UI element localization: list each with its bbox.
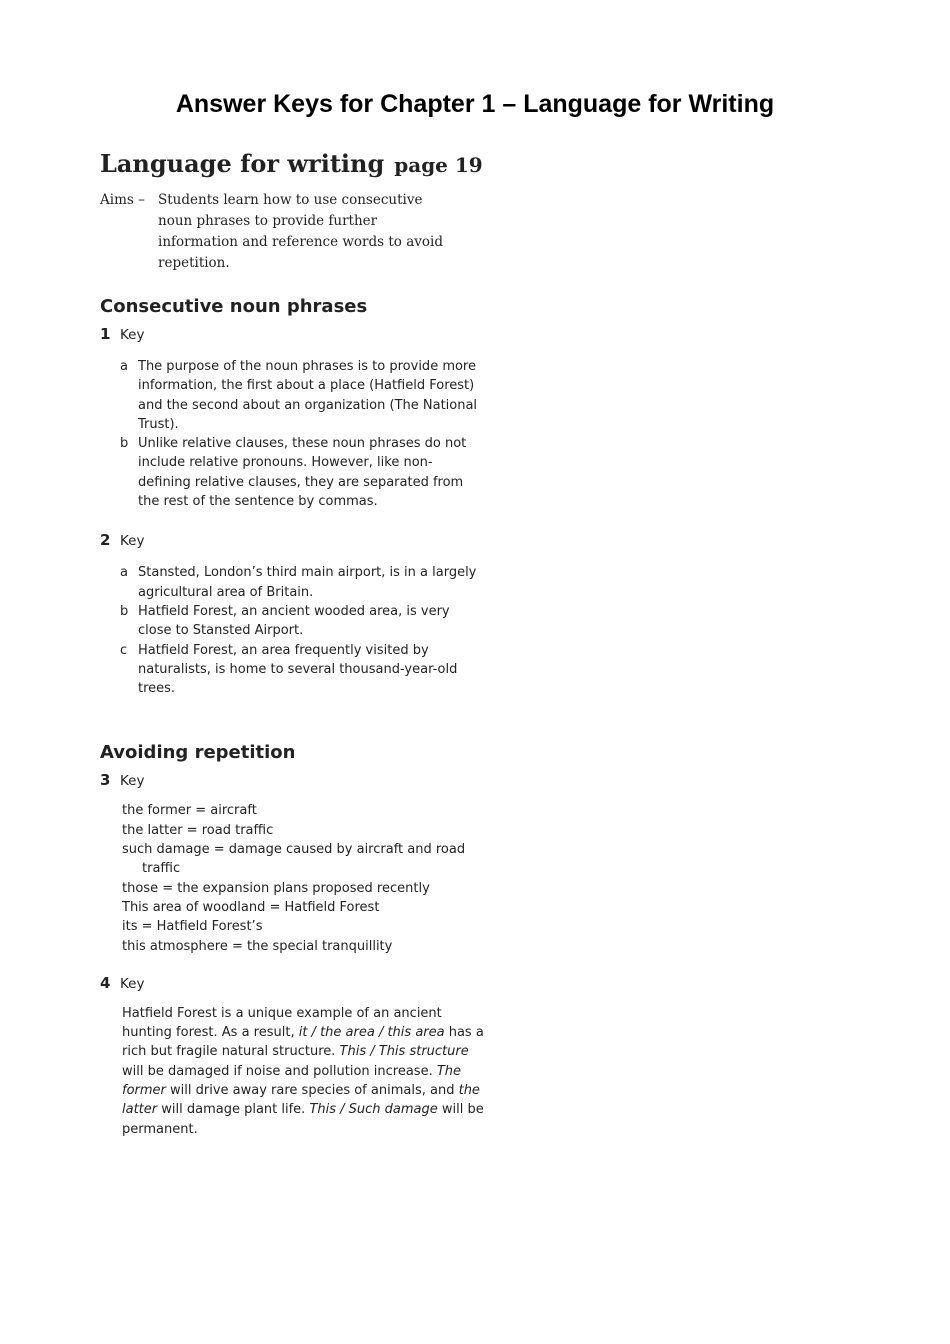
list-item: those = the expansion plans proposed recently <box>122 880 430 896</box>
paragraph-text: will be permanent. <box>122 1102 484 1137</box>
aims-label: Aims – <box>100 192 145 208</box>
list-item <box>100 434 500 511</box>
document-title: Answer Keys for Chapter 1 – Language for Writing <box>175 90 775 118</box>
scanned-page <box>100 146 500 1139</box>
key-4-header <box>100 974 500 992</box>
item-letter: a <box>120 359 128 374</box>
list-item <box>100 641 500 699</box>
key-number: 1 <box>100 325 111 343</box>
italic-answer: The former <box>122 1063 462 1099</box>
italic-answer: the latter <box>122 1083 480 1118</box>
key-1-list <box>100 357 500 511</box>
paragraph-text: will drive away rare species of animals, and <box>165 1083 459 1099</box>
item-text: The purpose of the noun phrases is to provide more information, the first about a place (Hatfield Forest) and the second about an organization (The National Trust). <box>138 359 478 432</box>
heading-consecutive-noun-phrases: Consecutive noun phrases <box>100 296 368 317</box>
page-reference: page 19 <box>394 153 483 177</box>
item-letter: c <box>120 642 128 658</box>
key-1-header <box>100 325 500 343</box>
section-title <box>100 146 500 182</box>
item-letter: b <box>120 436 129 452</box>
key-label: Key <box>120 533 145 550</box>
heading-avoiding-repetition: Avoiding repetition <box>100 742 296 764</box>
item-text: Stansted, London’s third main airport, is in a largely agricultural area of Britain. <box>138 565 477 600</box>
key-2-header <box>100 531 500 549</box>
list-item: such damage = damage caused by aircraft and road traffic <box>122 842 466 877</box>
aims-block <box>100 190 500 274</box>
key-3-header <box>100 771 500 789</box>
italic-answer: it / the area / this area <box>298 1025 445 1041</box>
key-number: 2 <box>100 531 111 550</box>
key-label: Key <box>120 327 145 343</box>
paragraph-text: Hatfield Forest is a unique example of an ancient hunting forest. As a result, <box>122 1005 442 1041</box>
key-number: 3 <box>100 771 111 790</box>
italic-answer: This / This structure <box>339 1044 469 1060</box>
key-label: Key <box>120 975 145 992</box>
key-4-paragraph <box>122 1004 487 1139</box>
paragraph-text: will be damaged if noise and pollution increase. <box>122 1063 437 1079</box>
item-text: Hatfield Forest, an area frequently visited by naturalists, is home to several thousand-year-old trees. <box>138 642 458 697</box>
key-3-list <box>122 801 500 955</box>
list-item: its = Hatfield Forest’s <box>122 919 263 935</box>
key-2-list <box>100 563 500 698</box>
list-item <box>100 602 500 641</box>
list-item: this atmosphere = the special tranquillity <box>122 938 393 954</box>
key-label: Key <box>120 773 145 790</box>
list-item: This area of woodland = Hatfield Forest <box>122 899 380 915</box>
item-letter: a <box>120 565 128 581</box>
italic-answer: This / Such damage <box>309 1102 438 1118</box>
list-item <box>100 357 500 434</box>
section-title-text: Language for writing <box>100 149 385 178</box>
list-item: the latter = road traffic <box>122 822 274 838</box>
paragraph-text: will damage plant life. <box>157 1102 310 1118</box>
aims-text: Students learn how to use consecutive noun phrases to provide further information and reference words to avoid repetition. <box>158 192 443 271</box>
paragraph-text: has a rich but fragile natural structure. <box>122 1025 484 1060</box>
list-item: the former = aircraft <box>122 803 257 819</box>
item-text: Hatfield Forest, an ancient wooded area, is very close to Stansted Airport. <box>138 603 450 639</box>
key-number: 4 <box>100 973 111 992</box>
list-item <box>100 563 500 602</box>
item-text: Unlike relative clauses, these noun phrases do not include relative pronouns. However, like non-defining relative clauses, they are separated from the rest of the sentence by commas. <box>138 436 467 510</box>
item-letter: b <box>120 603 129 619</box>
